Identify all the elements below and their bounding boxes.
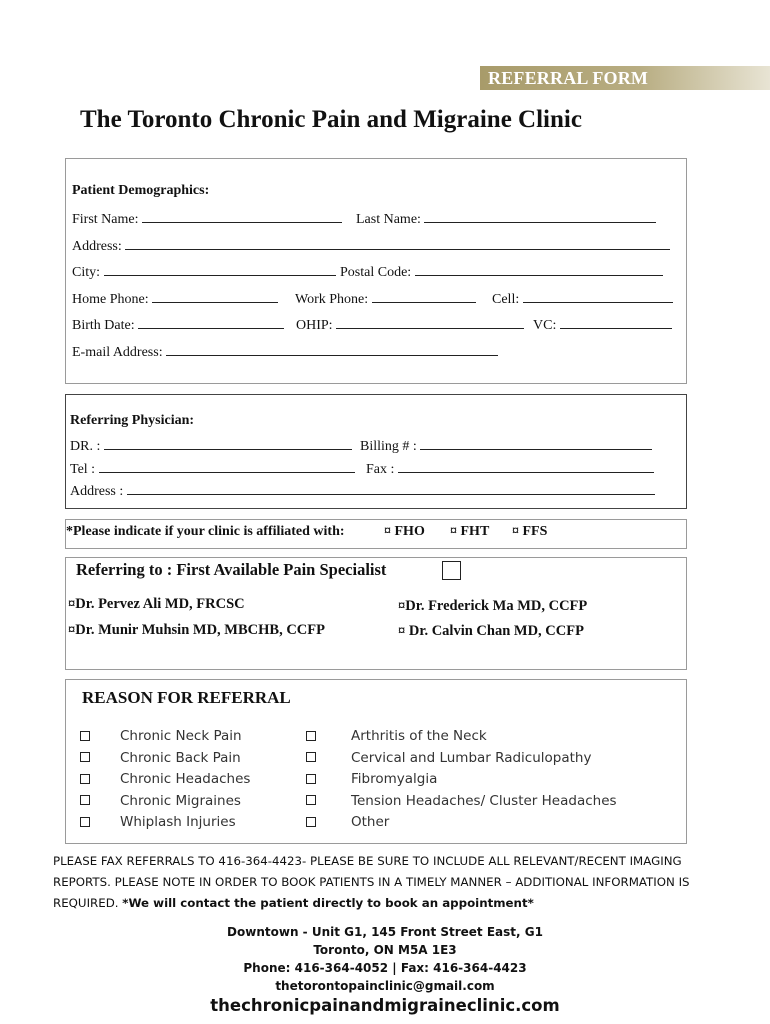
home-phone-field[interactable] — [152, 290, 278, 303]
last-name-field[interactable] — [424, 210, 656, 223]
birth-date-label: Birth Date: — [72, 318, 135, 333]
postal-code-label: Postal Code: — [340, 265, 412, 280]
checkbox-back-pain[interactable] — [80, 752, 90, 762]
billing-label: Billing # : — [360, 439, 417, 454]
work-phone-label: Work Phone: — [295, 292, 369, 307]
fax-instructions-line1: PLEASE FAX REFERRALS TO 416-364-4423- PLEASE BE SURE TO INCLUDE ALL RELEVANT/RECENT IMAGING — [53, 854, 682, 868]
city-field[interactable] — [104, 263, 336, 276]
email-field[interactable] — [166, 343, 498, 356]
checkbox-headaches[interactable] — [80, 774, 90, 784]
physician-address-field[interactable] — [127, 482, 655, 495]
cell-field[interactable] — [523, 290, 673, 303]
reason-back-pain: Chronic Back Pain — [120, 750, 241, 766]
checkbox-radiculopathy[interactable] — [306, 752, 316, 762]
referral-form-banner: REFERRAL FORM — [480, 66, 770, 90]
checkbox-other[interactable] — [306, 817, 316, 827]
fax-field[interactable] — [398, 460, 654, 473]
physician-heading: Referring Physician: — [70, 413, 195, 428]
cell-label: Cell: — [492, 292, 520, 307]
contact-note: *We will contact the patient directly to book an appointment* — [122, 896, 534, 910]
ohip-label: OHIP: — [296, 318, 333, 333]
checkbox-migraines[interactable] — [80, 795, 90, 805]
checkbox-arthritis[interactable] — [306, 731, 316, 741]
first-name-label: First Name: — [72, 212, 139, 227]
fax-label: Fax : — [366, 462, 395, 477]
ohip-field[interactable] — [336, 316, 524, 329]
affiliation-fho[interactable]: ¤ FHO — [384, 524, 425, 539]
clinic-title: The Toronto Chronic Pain and Migraine Clinic — [80, 106, 582, 133]
billing-field[interactable] — [420, 437, 652, 450]
address-label: Address: — [72, 239, 122, 254]
fax-instructions-line2: REPORTS. PLEASE NOTE IN ORDER TO BOOK PATIENTS IN A TIMELY MANNER – ADDITIONAL INFORMATION IS — [53, 875, 690, 889]
checkbox-whiplash[interactable] — [80, 817, 90, 827]
affiliation-prompt: *Please indicate if your clinic is affiliated with: — [66, 524, 345, 539]
reason-radiculopathy: Cervical and Lumbar Radiculopathy — [351, 750, 592, 766]
reason-other: Other — [351, 814, 390, 830]
clinic-address-line2: Toronto, ON M5A 1E3 — [313, 943, 457, 957]
first-available-checkbox[interactable] — [442, 561, 461, 580]
doctor-option-muhsin[interactable]: ¤Dr. Munir Muhsin MD, MBCHB, CCFP — [68, 622, 325, 638]
first-name-field[interactable] — [142, 210, 342, 223]
tel-field[interactable] — [99, 460, 355, 473]
clinic-email[interactable]: thetorontopainclinic@gmail.com — [275, 979, 495, 993]
checkbox-fibromyalgia[interactable] — [306, 774, 316, 784]
birth-date-field[interactable] — [138, 316, 284, 329]
reason-fibromyalgia: Fibromyalgia — [351, 771, 438, 787]
clinic-phone-fax: Phone: 416-364-4052 | Fax: 416-364-4423 — [243, 961, 527, 975]
referring-to-heading: Referring to : First Available Pain Specialist — [76, 560, 387, 579]
vc-label: VC: — [533, 318, 557, 333]
email-label: E-mail Address: — [72, 345, 163, 360]
reason-headaches: Chronic Headaches — [120, 771, 251, 787]
doctor-option-ma[interactable]: ¤Dr. Frederick Ma MD, CCFP — [398, 598, 588, 614]
checkbox-neck-pain[interactable] — [80, 731, 90, 741]
reason-arthritis: Arthritis of the Neck — [351, 728, 487, 744]
home-phone-label: Home Phone: — [72, 292, 149, 307]
address-field[interactable] — [125, 237, 670, 250]
checkbox-tension-headaches[interactable] — [306, 795, 316, 805]
reason-whiplash: Whiplash Injuries — [120, 814, 236, 830]
dr-field[interactable] — [104, 437, 352, 450]
clinic-website[interactable]: thechronicpainandmigraineclinic.com — [210, 996, 560, 1015]
vc-field[interactable] — [560, 316, 672, 329]
doctor-option-chan[interactable]: ¤ Dr. Calvin Chan MD, CCFP — [398, 623, 584, 639]
reason-tension-headaches: Tension Headaches/ Cluster Headaches — [351, 793, 617, 809]
fax-instructions-line3: REQUIRED. — [53, 896, 123, 910]
reason-migraines: Chronic Migraines — [120, 793, 241, 809]
tel-label: Tel : — [70, 462, 96, 477]
physician-address-label: Address : — [70, 484, 124, 499]
clinic-address-line1: Downtown - Unit G1, 145 Front Street East, G1 — [227, 925, 543, 939]
dr-label: DR. : — [70, 439, 101, 454]
reason-neck-pain: Chronic Neck Pain — [120, 728, 242, 744]
reason-heading: REASON FOR REFERRAL — [82, 688, 291, 707]
affiliation-ffs[interactable]: ¤ FFS — [512, 524, 548, 539]
city-label: City: — [72, 265, 101, 280]
demographics-heading: Patient Demographics: — [72, 183, 210, 198]
work-phone-field[interactable] — [372, 290, 476, 303]
postal-code-field[interactable] — [415, 263, 663, 276]
last-name-label: Last Name: — [356, 212, 421, 227]
affiliation-fht[interactable]: ¤ FHT — [450, 524, 490, 539]
doctor-option-ali[interactable]: ¤Dr. Pervez Ali MD, FRCSC — [68, 596, 245, 612]
